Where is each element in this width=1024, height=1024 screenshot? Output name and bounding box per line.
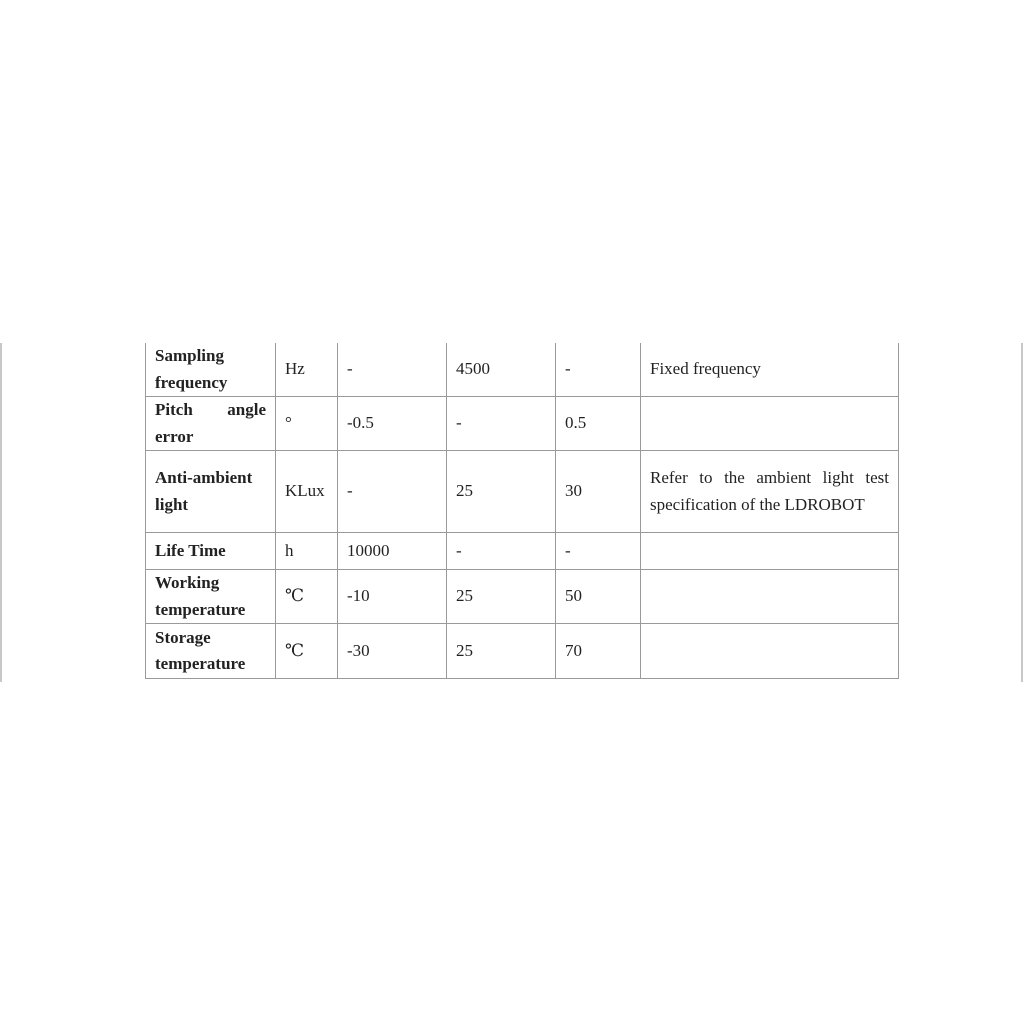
min-cell: -0.5: [338, 397, 447, 451]
max-cell: 30: [556, 451, 641, 533]
parameter-cell: Working temperature: [146, 570, 276, 624]
max-cell: -: [556, 343, 641, 397]
table-row: [146, 570, 899, 624]
remark-cell: [641, 397, 899, 451]
remark-cell: Refer to the ambient light test specification of the LDROBOT: [641, 451, 899, 533]
typical-cell: 25: [447, 624, 556, 679]
parameter-cell: Pitch angle error: [146, 397, 276, 451]
max-cell: 0.5: [556, 397, 641, 451]
typical-cell: 25: [447, 570, 556, 624]
parameter-cell: Sampling frequency: [146, 343, 276, 397]
min-cell: -: [338, 343, 447, 397]
parameter-cell: Life Time: [146, 533, 276, 570]
unit-cell: Hz: [276, 343, 338, 397]
table-row: [146, 451, 899, 533]
max-cell: 50: [556, 570, 641, 624]
table-row: [146, 533, 899, 570]
remark-cell: [641, 624, 899, 679]
typical-cell: 4500: [447, 343, 556, 397]
unit-cell: KLux: [276, 451, 338, 533]
min-cell: -30: [338, 624, 447, 679]
table-row: [146, 624, 899, 679]
typical-cell: -: [447, 533, 556, 570]
remark-cell: [641, 570, 899, 624]
typical-cell: 25: [447, 451, 556, 533]
max-cell: 70: [556, 624, 641, 679]
remark-cell: [641, 533, 899, 570]
spec-table: [145, 343, 899, 679]
unit-cell: ℃: [276, 570, 338, 624]
right-edge-line: [1021, 343, 1023, 682]
unit-cell: °: [276, 397, 338, 451]
min-cell: 10000: [338, 533, 447, 570]
table-row: [146, 343, 899, 397]
parameter-cell: Anti-ambient light: [146, 451, 276, 533]
min-cell: -10: [338, 570, 447, 624]
max-cell: -: [556, 533, 641, 570]
typical-cell: -: [447, 397, 556, 451]
table-row: [146, 397, 899, 451]
min-cell: -: [338, 451, 447, 533]
unit-cell: h: [276, 533, 338, 570]
unit-cell: ℃: [276, 624, 338, 679]
parameter-cell: Storage temperature: [146, 624, 276, 679]
remark-cell: Fixed frequency: [641, 343, 899, 397]
left-edge-line: [0, 343, 2, 682]
